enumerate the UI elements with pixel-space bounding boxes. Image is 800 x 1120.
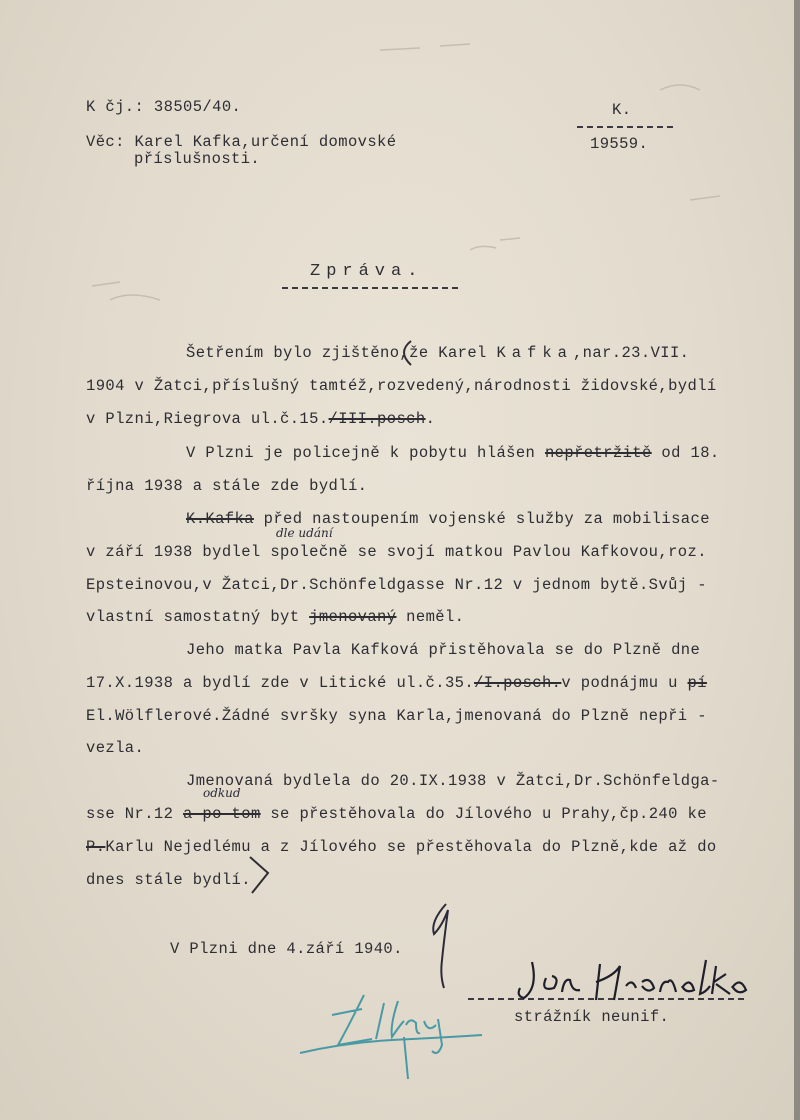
subject-line: Věc: Karel Kafka,určení domovské (86, 133, 397, 151)
handwritten-insertion: dle udání (276, 526, 333, 540)
bracket-mark-open (391, 338, 415, 368)
body-line: 1904 v Žatci,příslušný tamtéž,rozvedený,národnosti židovské,bydlí (86, 377, 717, 395)
bracket-mark-close (244, 853, 274, 897)
reference-number: K čj.: 38505/40. (86, 98, 242, 116)
body-line: 17.X.1938 a bydlí zde v Litické ul.č.35./I.posch.v podnájmu u pí (86, 674, 707, 692)
body-line: vlastní samostatný byt jmenovaný neměl. (86, 608, 465, 626)
body-line: El.Wölflerové.Žádné svršky syna Karla,jmenovaná do Plzně nepři - (86, 707, 707, 725)
body-line: října 1938 a stále zde bydlí. (86, 477, 368, 495)
body-line: dnes stále bydlí. (86, 871, 251, 889)
body-line: Epsteinovou,v Žatci,Dr.Schönfeldgasse Nr.12 v jednom bytě.Svůj - (86, 576, 707, 594)
document-title: Zpráva. (310, 262, 424, 281)
signature-jan-hromadka (510, 952, 750, 1008)
bleed-through-marks (0, 0, 800, 340)
blue-pencil-approval-mark (292, 975, 492, 1085)
body-line: K.Kafka před nastoupením vojenské služby za mobilisace (186, 510, 710, 528)
body-line: sse Nr.12 a po tom se přestěhovala do Jílového u Prahy,čp.240 ke (86, 805, 707, 823)
body-line: v Plzni,Riegrova ul.č.15./III.posch. (86, 410, 436, 428)
body-line: v září 1938 bydlel společně se svojí matkou Pavlou Kafkovou,roz. (86, 543, 707, 561)
subject-line-continued: příslušnosti. (134, 150, 261, 168)
body-line: vezla. (86, 739, 145, 757)
file-number: 19559. (590, 135, 649, 153)
body-line: Šetřením bylo zjištěno,že Karel Kafka,nar.23.VII. (186, 344, 690, 362)
body-line: Jmenovaná bydlela do 20.IX.1938 v Žatci,Dr.Schönfeldga- (186, 772, 720, 790)
body-line: Jeho matka Pavla Kafková přistěhovala se do Plzně dne (186, 641, 701, 659)
body-line: P.Karlu Nejedlému a z Jílového se přestěhovala do Plzně,kde až do (86, 838, 717, 856)
file-marker: K. (612, 101, 632, 119)
body-line: V Plzni je policejně k pobytu hlášen nepřetržitě od 18. (186, 444, 720, 462)
place-and-date: V Plzni dne 4.září 1940. (170, 940, 403, 958)
handwritten-insertion: odkud (203, 786, 241, 800)
officer-title: strážník neunif. (514, 1008, 670, 1026)
